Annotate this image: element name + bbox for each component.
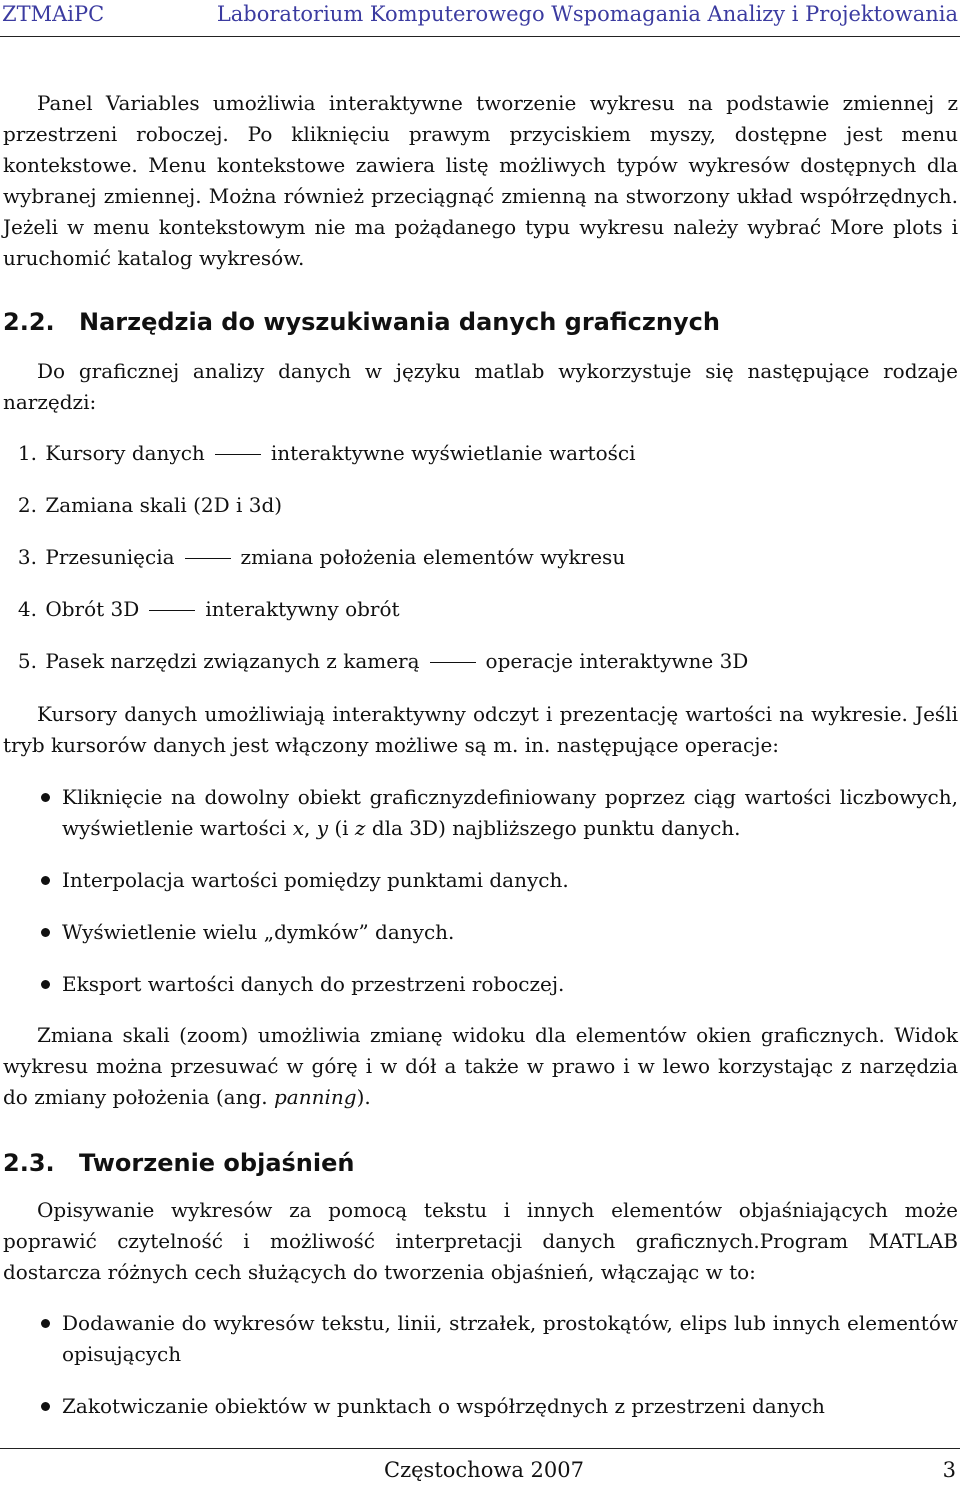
paragraph-tools-intro [3, 356, 958, 418]
list-item [3, 1308, 958, 1370]
item-desc: interaktywne wyświetlanie wartości [270, 441, 636, 465]
section-heading-2-3 [3, 1148, 958, 1178]
list-item [3, 594, 958, 646]
item-desc: operacje interaktywne 3D [485, 649, 749, 673]
item-desc: interaktywny obrót [205, 597, 400, 621]
paragraph-zoom [3, 1020, 958, 1113]
header-left: ZTMAiPC [2, 2, 105, 26]
math-y: y [316, 816, 328, 840]
item-name: Kursory danych [45, 441, 205, 465]
footer-city-year: Częstochowa 2007 [384, 1458, 584, 1482]
em-dash [430, 662, 476, 663]
bullet-icon [41, 793, 50, 802]
item-name: Pasek narzędzi związanych z kamerą [45, 649, 420, 673]
page-number: 3 [942, 1458, 956, 1482]
text-segment: (i [328, 816, 355, 840]
em-dash [149, 610, 195, 611]
item-name: Przesunięcia [45, 545, 175, 569]
paragraph-text: Kursory danych umożliwiają interaktywny odczyt i prezentację wartości na wykresie. Jeśli tryb kursorów danych jest włączony możliwe są m. in. następujące operacje: [3, 702, 958, 757]
item-number: 2. [17, 493, 37, 517]
paragraph-text: Panel Variables umożliwia interaktywne tworzenie wykresu na podstawie zmiennej z przestrzeni roboczej. Po kliknięciu prawym przyciskiem myszy, dostępne jest menu kontekstowe. Menu kontekstowe zawiera listę możliwych typów wykresów dostępnych dla wybranej zmiennej. Można również przeciągnąć zmienną na stworzony układ współrzędnych. Jeżeli w menu kontekstowym nie ma pożądanego typu wykresu należy wybrać More plots i uruchomić katalog wykresów. [3, 91, 958, 270]
text-segment: Kliknięcie na dowolny obiekt graficznyzdefiniowany poprzez ciąg wartości liczbowych, wyświetlenie wartości [62, 785, 958, 840]
list-item [3, 865, 958, 896]
section-number: 2.3. [3, 1149, 55, 1177]
list-item [3, 646, 958, 698]
text-segment: dla 3D) najbliższego punktu danych. [365, 816, 741, 840]
paragraph-annotations [3, 1195, 958, 1288]
section-heading-2-2 [3, 307, 958, 337]
page-footer [0, 1458, 960, 1486]
section-title: Narzędzia do wyszukiwania danych graficznych [79, 308, 720, 336]
text-segment: ). [356, 1085, 371, 1109]
section-number: 2.2. [3, 308, 55, 336]
section-title: Tworzenie objaśnień [79, 1149, 355, 1177]
header-rule [0, 36, 960, 37]
list-item [3, 782, 958, 844]
paragraph-text: Opisywanie wykresów za pomocą tekstu i innych elementów objaśniających może poprawić czytelność i możliwość interpretacji danych graficznych.Program MATLAB dostarcza różnych cech służących do tworzenia objaśnień, włączając w to: [3, 1198, 958, 1284]
emphasis-panning: panning [274, 1085, 357, 1109]
page-header [0, 2, 960, 28]
footer-rule [0, 1448, 960, 1449]
math-z: z [354, 816, 366, 840]
item-number: 3. [17, 545, 37, 569]
item-text: Dodawanie do wykresów tekstu, linii, strzałek, prostokątów, elips lub innych elementów opisujących [62, 1311, 958, 1366]
item-number: 1. [17, 441, 37, 465]
bullet-icon [41, 1402, 50, 1411]
em-dash [215, 454, 261, 455]
item-text: Interpolacja wartości pomiędzy punktami danych. [62, 868, 569, 892]
bullet-icon [41, 980, 50, 989]
paragraph-text: Do graficznej analizy danych w języku matlab wykorzystuje się następujące rodzaje narzędzi: [3, 359, 958, 414]
em-dash [185, 558, 231, 559]
item-text: Eksport wartości danych do przestrzeni roboczej. [62, 972, 565, 996]
paragraph-data-cursors [3, 699, 958, 761]
list-item [3, 542, 958, 594]
list-item [3, 490, 958, 542]
tools-list [3, 438, 958, 698]
item-number: 4. [17, 597, 37, 621]
item-name: Obrót 3D [45, 597, 140, 621]
item-number: 5. [17, 649, 37, 673]
item-name: Zamiana skali (2D i 3d) [45, 493, 283, 517]
bullet-icon [41, 876, 50, 885]
header-right: Laboratorium Komputerowego Wspomagania Analizy i Projektowania [216, 2, 958, 26]
text-segment: , [303, 816, 317, 840]
list-item [3, 917, 958, 948]
item-text: Zakotwiczanie obiektów w punktach o współrzędnych z przestrzeni danych [62, 1394, 825, 1418]
list-item [3, 1391, 958, 1422]
bullet-icon [41, 1319, 50, 1328]
text-segment: Zmiana skali (zoom) umożliwia zmianę widoku dla elementów okien graficznych. Widok wykresu można przesuwać w górę i w dół a także w prawo i w lewo korzystając z narzędzia do zmiany położenia (ang. [3, 1023, 958, 1109]
item-text: Wyświetlenie wielu „dymków” danych. [62, 920, 455, 944]
bullet-icon [41, 928, 50, 937]
paragraph-panel-variables [3, 88, 958, 274]
list-item [3, 969, 958, 1000]
annotation-features-list [3, 1308, 958, 1443]
cursor-operations-list [3, 782, 958, 1021]
math-x: x [292, 816, 304, 840]
item-desc: zmiana położenia elementów wykresu [240, 545, 626, 569]
list-item [3, 438, 958, 490]
